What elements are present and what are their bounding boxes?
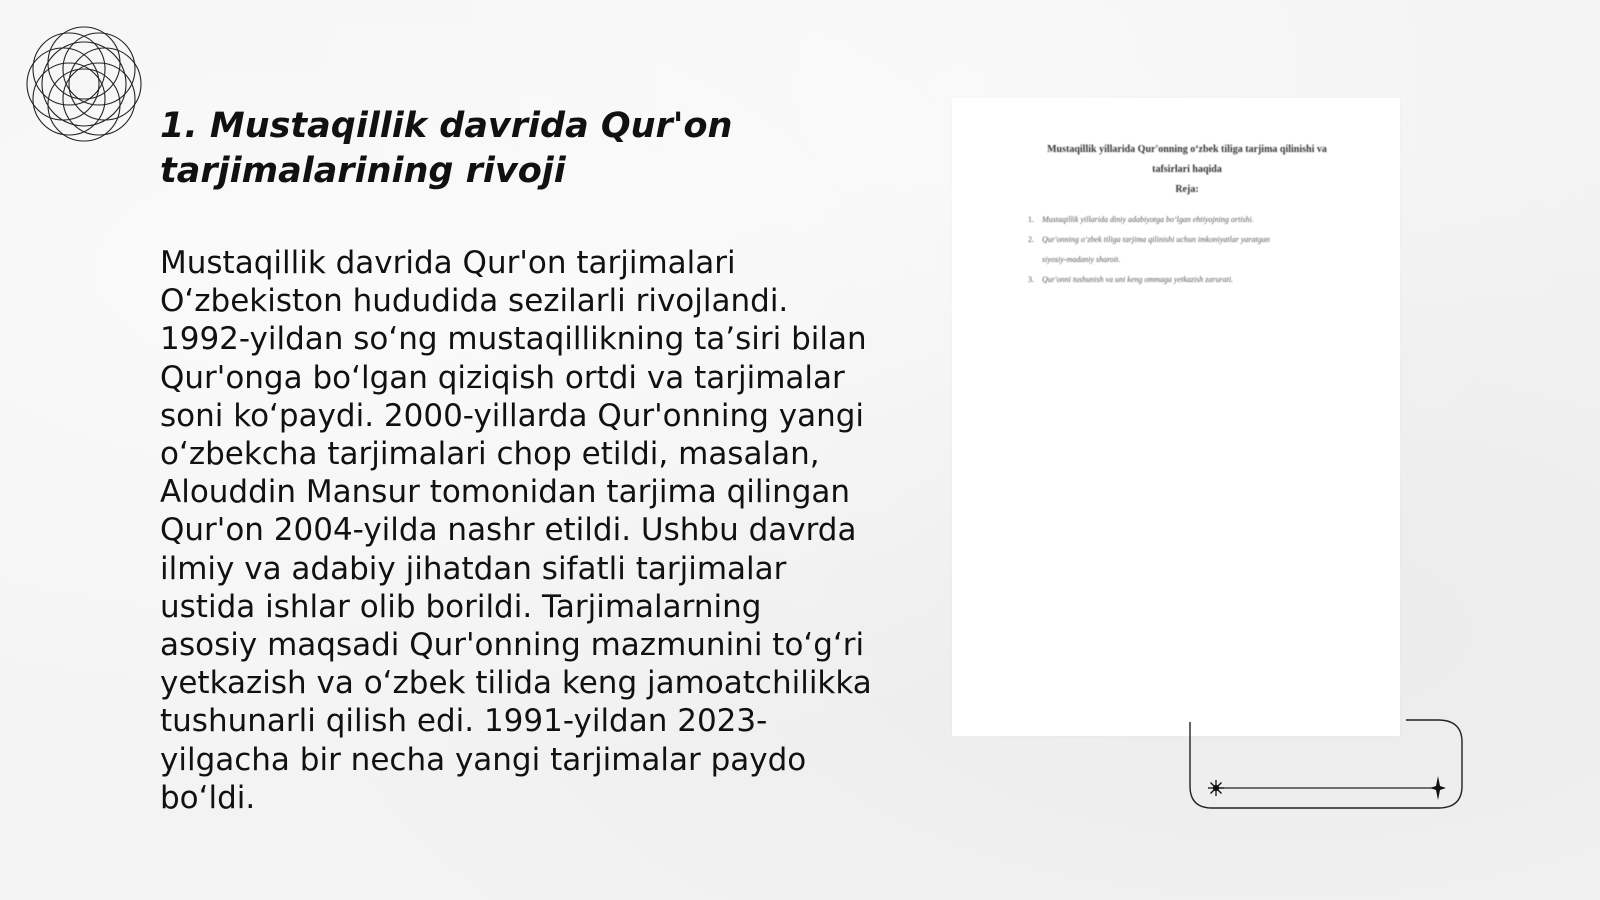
sparkle-star-icon <box>1208 780 1224 796</box>
body-line: ustida ishlar olib borildi. Tarjimalarning <box>160 588 762 625</box>
document-title-line: Mustaqillik yillarida Qur'onning o‘zbek tiliga tarjima qilinishi va <box>1047 144 1327 155</box>
document-title-line: tafsirlari haqida <box>1152 164 1222 175</box>
document-preview-image <box>952 98 1400 736</box>
body-line: 1992-yildan so‘ng mustaqillikning ta’siri bilan <box>160 321 867 358</box>
slide-body-text <box>160 244 872 817</box>
body-line: Mustaqillik davrida Qur'on tarjimalari <box>160 245 736 281</box>
body-line: Qur'on 2004-yilda nashr etildi. Ushbu davrda <box>160 512 857 549</box>
document-plan-text: Mustaqillik yillarida diniy adabiyotga bo‘lgan ehtiyojning ortishi. <box>1042 215 1254 224</box>
slide-title-line: 1. Mustaqillik davrida Qur'on <box>160 106 733 146</box>
body-line: ilmiy va adabiy jihatdan sifatli tarjimalar <box>160 550 787 587</box>
document-title <box>1012 140 1362 180</box>
body-line: tushunarli qilish edi. 1991-yildan 2023- <box>160 703 768 740</box>
document-plan-number: 2. <box>1028 235 1034 244</box>
document-plan-number: 3. <box>1028 275 1034 284</box>
body-line: asosiy maqsadi Qur'onning mazmunini to‘g‘ri <box>160 627 865 664</box>
circular-ornament-icon <box>10 10 158 158</box>
slide-title <box>160 104 860 194</box>
decorative-frame <box>1188 716 1468 810</box>
body-line: Qur'onga bo‘lgan qiziqish ortdi va tarjimalar <box>160 359 845 396</box>
document-plan-number: 1. <box>1028 215 1034 224</box>
document-plan-text: siyosiy-madaniy sharoit. <box>1042 255 1121 264</box>
slide-title-line: tarjimalarining rivoji <box>160 151 566 191</box>
body-line: bo‘ldi. <box>160 779 256 816</box>
body-line: yilgacha bir necha yangi tarjimalar paydo <box>160 741 807 778</box>
document-plan-item <box>1028 210 1388 230</box>
document-plan-heading: Reja: <box>1175 184 1199 195</box>
body-line: O‘zbekiston hududida sezilarli rivojlandi. <box>160 283 789 320</box>
document-plan-list <box>1028 210 1388 290</box>
document-plan-item <box>1028 270 1388 290</box>
document-plan-text: Qur'onni tushunish va uni keng ommaga yetkazish zarurati. <box>1042 275 1234 284</box>
body-line: soni ko‘paydi. 2000-yillarda Qur'onning yangi <box>160 397 865 434</box>
document-plan-text: Qur'onning o‘zbek tiliga tarjima qilinishi uchun imkoniyatlar yaratgan <box>1042 235 1270 244</box>
body-line: Alouddin Mansur tomonidan tarjima qilingan <box>160 474 851 511</box>
frame-outline <box>1190 720 1462 808</box>
document-plan-item <box>1028 230 1388 270</box>
four-point-star-icon <box>1430 776 1446 800</box>
body-line: o‘zbekcha tarjimalari chop etildi, masalan, <box>160 436 820 473</box>
body-line: yetkazish va o‘zbek tilida keng jamoatchilikka <box>160 665 872 702</box>
